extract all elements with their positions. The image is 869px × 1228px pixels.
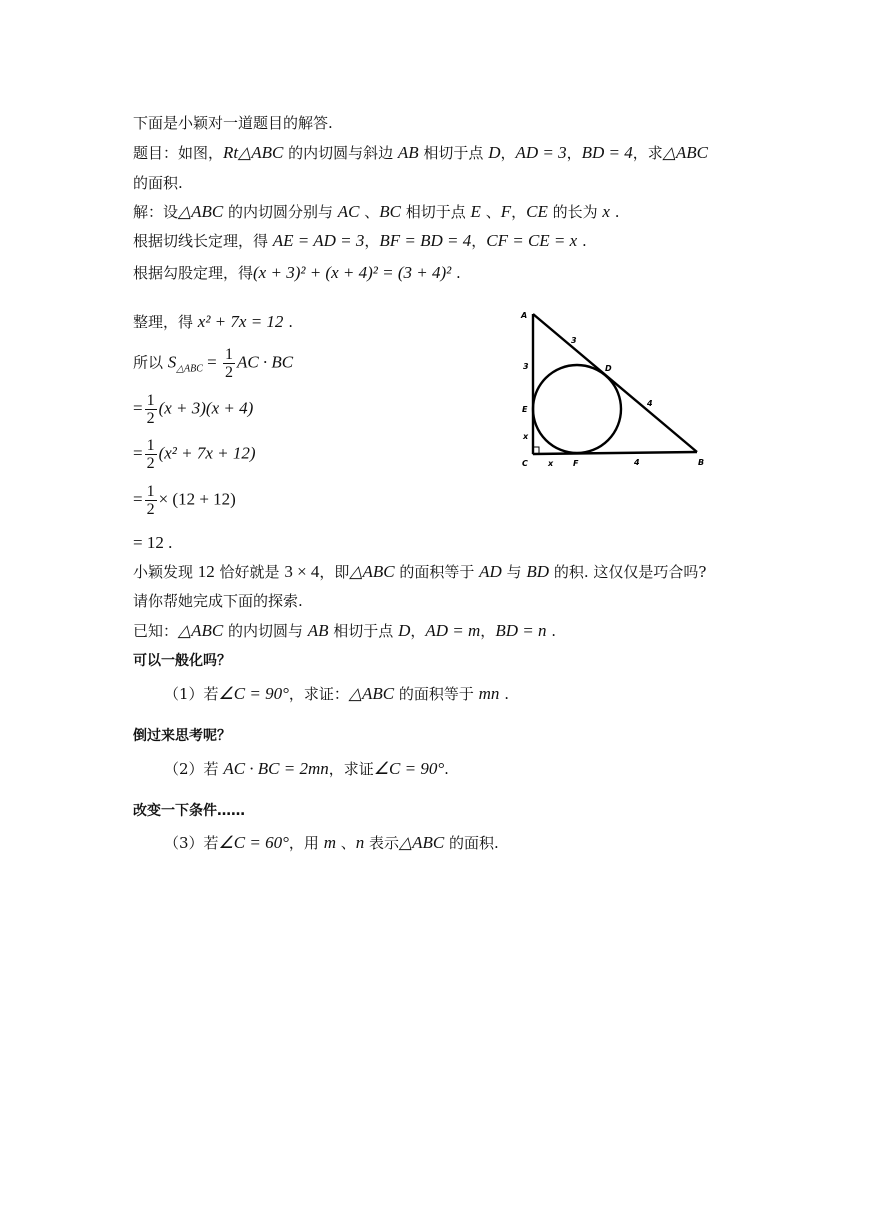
intro-text: 下面是小颖对一道题目的解答. xyxy=(133,114,333,132)
label-bf-length: 4 xyxy=(634,458,640,467)
math-span: D xyxy=(398,621,411,640)
math-span: CF = CE = x xyxy=(486,231,578,250)
solution-line-3 xyxy=(133,263,461,283)
text-span: 的内切圆与斜边 xyxy=(283,144,398,162)
text-span: ， xyxy=(471,232,487,250)
text-span: （1）若 xyxy=(164,685,219,703)
text-span: 与 xyxy=(501,563,527,581)
label-d: D xyxy=(605,364,612,373)
label-a: A xyxy=(521,311,528,320)
text-span: ， xyxy=(566,144,582,162)
label-bd-length: 4 xyxy=(647,399,653,408)
section-heading-reverse: 倒过来思考呢？ xyxy=(133,728,231,744)
solution-line-1 xyxy=(133,202,620,222)
math-span: AC · BC = 2mn xyxy=(223,759,329,778)
math-span: AD = m xyxy=(425,621,481,640)
equals-sign: = xyxy=(133,398,143,418)
label-b: B xyxy=(698,458,705,467)
math-span: BD = 4 xyxy=(581,143,633,162)
math-span: S xyxy=(167,352,177,372)
math-span: F xyxy=(500,202,512,221)
subscript: △ABC xyxy=(176,363,203,375)
math-span: 3 × 4 xyxy=(284,562,320,581)
math-span: CE xyxy=(526,202,548,221)
area-step-3 xyxy=(133,483,236,518)
math-span: = xyxy=(202,352,221,372)
label-ae-length: 3 xyxy=(523,362,529,371)
text-span: 相切于点 xyxy=(401,203,471,221)
equals-sign: = xyxy=(133,489,143,509)
math-span: AD xyxy=(479,562,502,581)
math-span: ∠C = 60° xyxy=(218,833,289,852)
math-span: BD = n xyxy=(495,621,547,640)
fraction-half: $\frac{1}{2}$ xyxy=(146,437,155,472)
text-span: ， xyxy=(364,232,380,250)
text-span: 的积. 这仅仅是巧合吗? xyxy=(549,563,707,581)
text-span: . xyxy=(444,760,449,778)
math-span: △ABC xyxy=(178,202,224,221)
label-f: F xyxy=(573,459,579,468)
math-span: (x² + 7x + 12) xyxy=(158,443,256,463)
text-span: ，即 xyxy=(319,563,350,581)
math-span: AB xyxy=(307,621,329,640)
math-span: BC xyxy=(379,202,401,221)
math-span: (x + 3)(x + 4) xyxy=(158,398,254,418)
math-span: △ABC xyxy=(348,684,395,703)
area-step-2 xyxy=(133,437,256,472)
text-span: 的面积. xyxy=(133,174,183,192)
text-span: 根据勾股定理，得 xyxy=(133,264,254,282)
math-span: ∠C = 90° xyxy=(218,684,289,703)
given-line xyxy=(133,621,556,641)
math-span: △ABC xyxy=(662,143,708,162)
text-span: 的面积等于 xyxy=(394,685,479,703)
text-span: 相切于点 xyxy=(328,622,399,640)
text-span: ， xyxy=(500,144,516,162)
text-span: . xyxy=(499,685,509,703)
fraction-half: $\frac{1}{2}$ xyxy=(146,392,155,427)
math-span: △ABC xyxy=(399,833,445,852)
text-span: . xyxy=(609,203,620,221)
simplified-equation: x² + 7x = 12 xyxy=(197,312,284,331)
text-span: ，用 xyxy=(288,834,324,852)
text-span: 表示 xyxy=(364,834,400,852)
text-span: 请你帮她完成下面的探索. xyxy=(133,592,303,610)
label-cf-length: x xyxy=(548,459,554,468)
side-bc xyxy=(533,452,697,454)
text-span: 整理，得 xyxy=(133,313,198,331)
triangle-incircle-figure xyxy=(516,305,710,471)
fraction-half: $\frac{1}{2}$ xyxy=(146,483,155,518)
text-span: . xyxy=(283,313,293,331)
text-span: 的内切圆与 xyxy=(223,622,308,640)
math-span: x xyxy=(602,202,610,221)
math-span: = 12 . xyxy=(133,533,173,552)
math-span: AE = AD = 3 xyxy=(272,231,365,250)
section-heading-change: 改变一下条件…… xyxy=(133,803,245,819)
math-span: × (12 + 12) xyxy=(158,489,236,509)
text-span: . xyxy=(451,264,461,282)
text-span: 所以 xyxy=(133,353,168,372)
label-e: E xyxy=(522,405,528,414)
question-1 xyxy=(164,684,509,704)
question-2 xyxy=(164,759,449,779)
text-span: ，求 xyxy=(632,144,663,162)
area-step-1 xyxy=(133,392,253,427)
text-span: 小颖发现 xyxy=(133,563,198,581)
math-span: m xyxy=(323,833,336,852)
math-span: △ABC xyxy=(238,143,284,162)
math-span: n xyxy=(355,833,365,852)
text-span: （3）若 xyxy=(164,834,219,852)
area-formula-line xyxy=(133,346,293,381)
text-span: 恰好就是 xyxy=(214,563,285,581)
math-span: AC · BC xyxy=(236,352,294,372)
text-span: 、 xyxy=(480,203,501,221)
math-span: ∠C = 90° xyxy=(373,759,445,778)
math-span: BD xyxy=(526,562,550,581)
label-c: C xyxy=(522,459,528,468)
text-span: ，求证 xyxy=(328,760,374,778)
text-span: 的面积. xyxy=(444,834,499,852)
text-span: 已知： xyxy=(133,622,179,640)
text-span: 解：设 xyxy=(133,203,179,221)
math-span: AB xyxy=(397,143,419,162)
text-span: 根据切线长定理，得 xyxy=(133,232,273,250)
math-span: E xyxy=(470,202,481,221)
observation-line xyxy=(133,562,706,582)
solution-line-4 xyxy=(133,312,293,332)
request-line xyxy=(133,591,303,611)
fraction-half: $\frac{1}{2}$ xyxy=(224,346,233,381)
text-span: . xyxy=(577,232,587,250)
text-span: 的内切圆分别与 xyxy=(223,203,338,221)
math-span: △ABC xyxy=(349,562,395,581)
text-span: 的长为 xyxy=(547,203,603,221)
text-span: 、 xyxy=(359,203,380,221)
solution-line-2 xyxy=(133,231,587,251)
question-3 xyxy=(164,833,499,853)
incircle xyxy=(533,365,621,453)
math-span: mn xyxy=(478,684,500,703)
text-span: ， xyxy=(410,622,426,640)
label-ce-length: x xyxy=(523,432,529,441)
pythagorean-equation: (x + 3)² + (x + 4)² = (3 + 4)² xyxy=(253,263,452,282)
math-span: BF = BD = 4 xyxy=(379,231,472,250)
text-span: ， xyxy=(511,203,527,221)
math-span: AD = 3 xyxy=(515,143,567,162)
text-span: 、 xyxy=(335,834,356,852)
intro-line xyxy=(133,113,333,133)
section-heading-generalize: 可以一般化吗？ xyxy=(133,653,231,669)
text-span: ，求证： xyxy=(288,685,349,703)
math-span: Rt xyxy=(223,143,239,162)
area-result xyxy=(133,533,172,553)
text-span: . xyxy=(546,622,556,640)
problem-line-1 xyxy=(133,143,708,163)
math-span: D xyxy=(488,143,501,162)
math-span: 12 xyxy=(197,562,215,581)
math-span: AC xyxy=(337,202,360,221)
text-span: ， xyxy=(480,622,496,640)
problem-line-2 xyxy=(133,173,183,193)
equals-sign: = xyxy=(133,443,143,463)
label-ad-length: 3 xyxy=(571,336,577,345)
text-span: （2）若 xyxy=(164,760,224,778)
text-span: 的面积等于 xyxy=(394,563,480,581)
text-span: 题目：如图， xyxy=(133,144,224,162)
text-span: 相切于点 xyxy=(418,144,489,162)
math-span: △ABC xyxy=(178,621,224,640)
